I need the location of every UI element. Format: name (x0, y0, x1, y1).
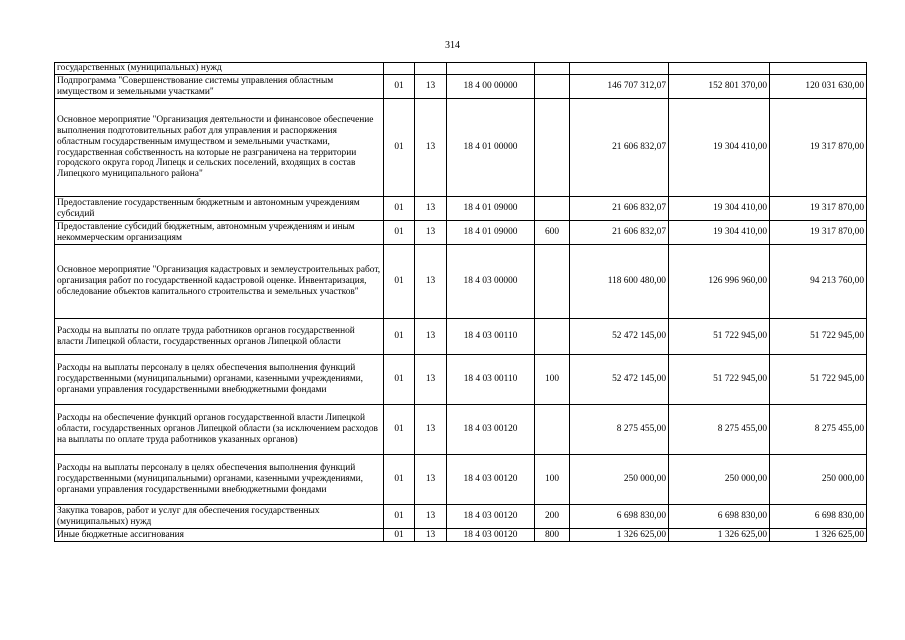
amount-year2-cell: 8 275 455,00 (669, 405, 770, 455)
amount-year2-cell: 51 722 945,00 (669, 355, 770, 405)
amount-year1-cell: 21 606 832,07 (570, 197, 669, 221)
amount-year1-cell: 6 698 830,00 (570, 505, 669, 529)
budget-table (54, 62, 867, 542)
section-cell: 01 (384, 505, 415, 529)
target-code-cell: 18 4 03 00110 (447, 355, 535, 405)
amount-year2-cell: 126 996 960,00 (669, 245, 770, 319)
section-cell: 01 (384, 197, 415, 221)
page-number: 314 (445, 40, 460, 51)
table-row (55, 63, 867, 75)
table-row (55, 355, 867, 405)
table-row (55, 455, 867, 505)
amount-year3-cell: 6 698 830,00 (770, 505, 867, 529)
expense-kind-cell (535, 405, 570, 455)
amount-year3-cell (770, 63, 867, 75)
section-cell (384, 63, 415, 75)
item-name-cell: Расходы на обеспечение функций органов государственной власти Липецкой области, государственных органов Липецкой области (за исключением расходов на выплаты по оплате труда работников указанных органов) (55, 405, 384, 455)
amount-year3-cell: 120 031 630,00 (770, 75, 867, 99)
section-cell: 01 (384, 355, 415, 405)
item-name-cell: Расходы на выплаты по оплате труда работников органов государственной власти Липецкой области, государственных органов Липецкой области (55, 319, 384, 355)
section-cell: 01 (384, 455, 415, 505)
amount-year1-cell: 52 472 145,00 (570, 319, 669, 355)
expense-kind-cell: 600 (535, 221, 570, 245)
amount-year1-cell: 250 000,00 (570, 455, 669, 505)
expense-kind-cell (535, 319, 570, 355)
section-cell: 01 (384, 245, 415, 319)
item-name-cell: Основное мероприятие "Организация кадастровых и землеустроительных работ, организация работ по государственной кадастровой оценке. Инвентаризация, обследование объектов капитального строительства и земельных участков" (55, 245, 384, 319)
amount-year2-cell: 6 698 830,00 (669, 505, 770, 529)
target-code-cell: 18 4 00 00000 (447, 75, 535, 99)
expense-kind-cell: 800 (535, 529, 570, 542)
amount-year2-cell: 19 304 410,00 (669, 99, 770, 197)
subsection-cell: 13 (415, 405, 447, 455)
subsection-cell: 13 (415, 319, 447, 355)
target-code-cell: 18 4 03 00000 (447, 245, 535, 319)
item-name-cell: Предоставление государственным бюджетным и автономным учреждениям субсидий (55, 197, 384, 221)
expense-kind-cell (535, 99, 570, 197)
amount-year1-cell: 21 606 832,07 (570, 221, 669, 245)
target-code-cell: 18 4 03 00120 (447, 505, 535, 529)
amount-year2-cell: 19 304 410,00 (669, 197, 770, 221)
amount-year2-cell: 152 801 370,00 (669, 75, 770, 99)
item-name-cell: Закупка товаров, работ и услуг для обеспечения государственных (муниципальных) нужд (55, 505, 384, 529)
target-code-cell (447, 63, 535, 75)
amount-year1-cell: 52 472 145,00 (570, 355, 669, 405)
amount-year1-cell: 118 600 480,00 (570, 245, 669, 319)
expense-kind-cell: 100 (535, 455, 570, 505)
section-cell: 01 (384, 529, 415, 542)
amount-year2-cell: 1 326 625,00 (669, 529, 770, 542)
amount-year3-cell: 51 722 945,00 (770, 319, 867, 355)
table-row (55, 75, 867, 99)
item-name-cell: Расходы на выплаты персоналу в целях обеспечения выполнения функций государственными (муниципальными) органами, казенными учреждениями, органами управления государственными внебюджетными фондами (55, 355, 384, 405)
target-code-cell: 18 4 01 09000 (447, 221, 535, 245)
table-row (55, 505, 867, 529)
expense-kind-cell: 100 (535, 355, 570, 405)
amount-year2-cell: 19 304 410,00 (669, 221, 770, 245)
subsection-cell (415, 63, 447, 75)
section-cell: 01 (384, 319, 415, 355)
amount-year3-cell: 250 000,00 (770, 455, 867, 505)
amount-year1-cell: 146 707 312,07 (570, 75, 669, 99)
table-row (55, 245, 867, 319)
item-name-cell: Иные бюджетные ассигнования (55, 529, 384, 542)
target-code-cell: 18 4 03 00120 (447, 405, 535, 455)
amount-year1-cell: 21 606 832,07 (570, 99, 669, 197)
section-cell: 01 (384, 221, 415, 245)
amount-year3-cell: 8 275 455,00 (770, 405, 867, 455)
subsection-cell: 13 (415, 529, 447, 542)
target-code-cell: 18 4 03 00120 (447, 529, 535, 542)
target-code-cell: 18 4 01 00000 (447, 99, 535, 197)
expense-kind-cell (535, 63, 570, 75)
item-name-cell: Расходы на выплаты персоналу в целях обеспечения выполнения функций государственными (муниципальными) органами, казенными учреждениями, органами управления государственными внебюджетными фондами (55, 455, 384, 505)
target-code-cell: 18 4 03 00120 (447, 455, 535, 505)
amount-year3-cell: 94 213 760,00 (770, 245, 867, 319)
expense-kind-cell (535, 245, 570, 319)
amount-year1-cell: 8 275 455,00 (570, 405, 669, 455)
subsection-cell: 13 (415, 221, 447, 245)
table-row (55, 197, 867, 221)
item-name-cell: Предоставление субсидий бюджетным, автономным учреждениям и иным некоммерческим организациям (55, 221, 384, 245)
subsection-cell: 13 (415, 75, 447, 99)
subsection-cell: 13 (415, 505, 447, 529)
amount-year3-cell: 19 317 870,00 (770, 221, 867, 245)
amount-year3-cell: 19 317 870,00 (770, 197, 867, 221)
section-cell: 01 (384, 405, 415, 455)
table-row (55, 529, 867, 542)
amount-year2-cell (669, 63, 770, 75)
target-code-cell: 18 4 03 00110 (447, 319, 535, 355)
section-cell: 01 (384, 75, 415, 99)
amount-year1-cell: 1 326 625,00 (570, 529, 669, 542)
item-name-cell: Основное мероприятие "Организация деятельности и финансовое обеспечение выполнения подготовительных работ для управления и распоряжения областным государственным имуществом и земельными участками, государственная собственность на которые не разграничена на территории городского округа город Липецк и сельских поселений, входящих в состав Липецкого муниципального района" (55, 99, 384, 197)
section-cell: 01 (384, 99, 415, 197)
amount-year2-cell: 51 722 945,00 (669, 319, 770, 355)
amount-year2-cell: 250 000,00 (669, 455, 770, 505)
table-row (55, 319, 867, 355)
amount-year3-cell: 19 317 870,00 (770, 99, 867, 197)
item-name-cell: государственных (муниципальных) нужд (55, 63, 384, 75)
target-code-cell: 18 4 01 09000 (447, 197, 535, 221)
subsection-cell: 13 (415, 99, 447, 197)
expense-kind-cell (535, 75, 570, 99)
amount-year1-cell (570, 63, 669, 75)
budget-table-body (55, 63, 867, 542)
table-row (55, 405, 867, 455)
subsection-cell: 13 (415, 455, 447, 505)
table-row (55, 99, 867, 197)
expense-kind-cell (535, 197, 570, 221)
amount-year3-cell: 51 722 945,00 (770, 355, 867, 405)
amount-year3-cell: 1 326 625,00 (770, 529, 867, 542)
subsection-cell: 13 (415, 197, 447, 221)
subsection-cell: 13 (415, 355, 447, 405)
expense-kind-cell: 200 (535, 505, 570, 529)
table-row (55, 221, 867, 245)
subsection-cell: 13 (415, 245, 447, 319)
item-name-cell: Подпрограмма "Совершенствование системы управления областным имуществом и земельными участками" (55, 75, 384, 99)
